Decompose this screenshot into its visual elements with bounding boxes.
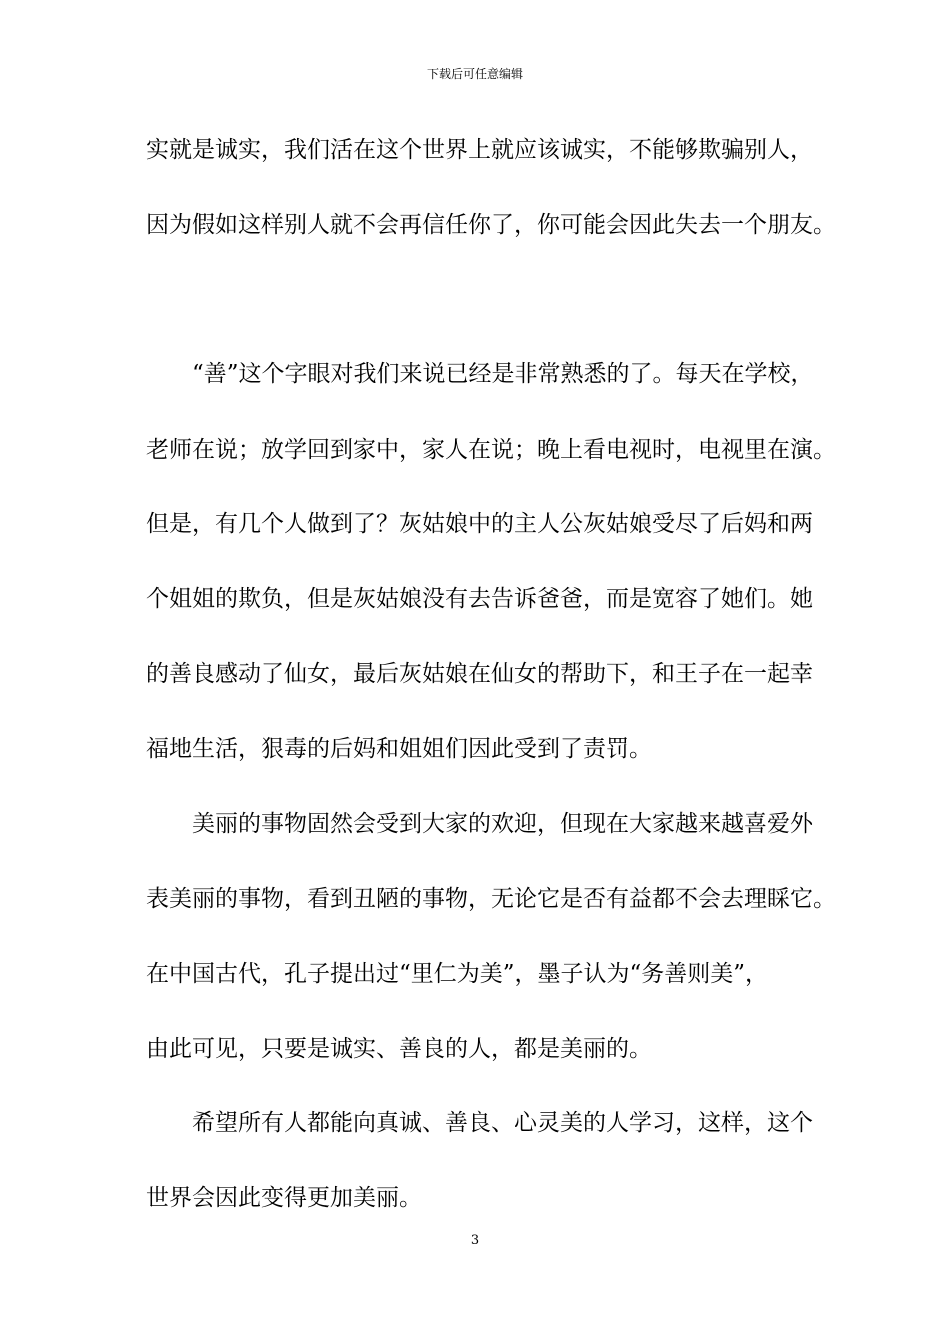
text-line-5: 但是，有几个人做到了？灰姑娘中的主人公灰姑娘受尽了后妈和两 [146, 511, 813, 537]
text-line-11: 在中国古代，孔子提出过“里仁为美”，墨子认为“务善则美”， [146, 961, 769, 987]
text-line-12: 由此可见，只要是诚实、善良的人，都是美丽的。 [146, 1036, 652, 1062]
text-line-7: 的善良感动了仙女，最后灰姑娘在仙女的帮助下，和王子在一起幸 [146, 661, 813, 687]
paragraph-start-line: 美丽的事物固然会受到大家的欢迎，但现在大家越来越喜爱外 [192, 811, 813, 837]
paragraph-start-line: “善”这个字眼对我们来说已经是非常熟悉的了。每天在学校， [192, 361, 814, 387]
page-header: 下载后可任意编辑 [426, 67, 523, 81]
text-line-1: 实就是诚实，我们活在这个世界上就应该诚实，不能够欺骗别人， [146, 137, 813, 163]
paragraph-start-line: 希望所有人都能向真诚、善良、心灵美的人学习，这样，这个 [192, 1110, 813, 1136]
text-line-6: 个姐姐的欺负，但是灰姑娘没有去告诉爸爸，而是宽容了她们。她 [146, 586, 813, 612]
text-line-2: 因为假如这样别人就不会再信任你了，你可能会因此失去一个朋友。 [146, 212, 836, 238]
text-line-8: 福地生活，狠毒的后妈和姐姐们因此受到了责罚。 [146, 736, 652, 762]
text-line-4: 老师在说；放学回到家中，家人在说；晚上看电视时，电视里在演。 [146, 437, 836, 463]
text-line-14: 世界会因此变得更加美丽。 [146, 1185, 422, 1211]
text-line-10: 表美丽的事物，看到丑陋的事物，无论它是否有益都不会去理睬它。 [146, 886, 836, 912]
page-number: 3 [470, 1233, 480, 1248]
